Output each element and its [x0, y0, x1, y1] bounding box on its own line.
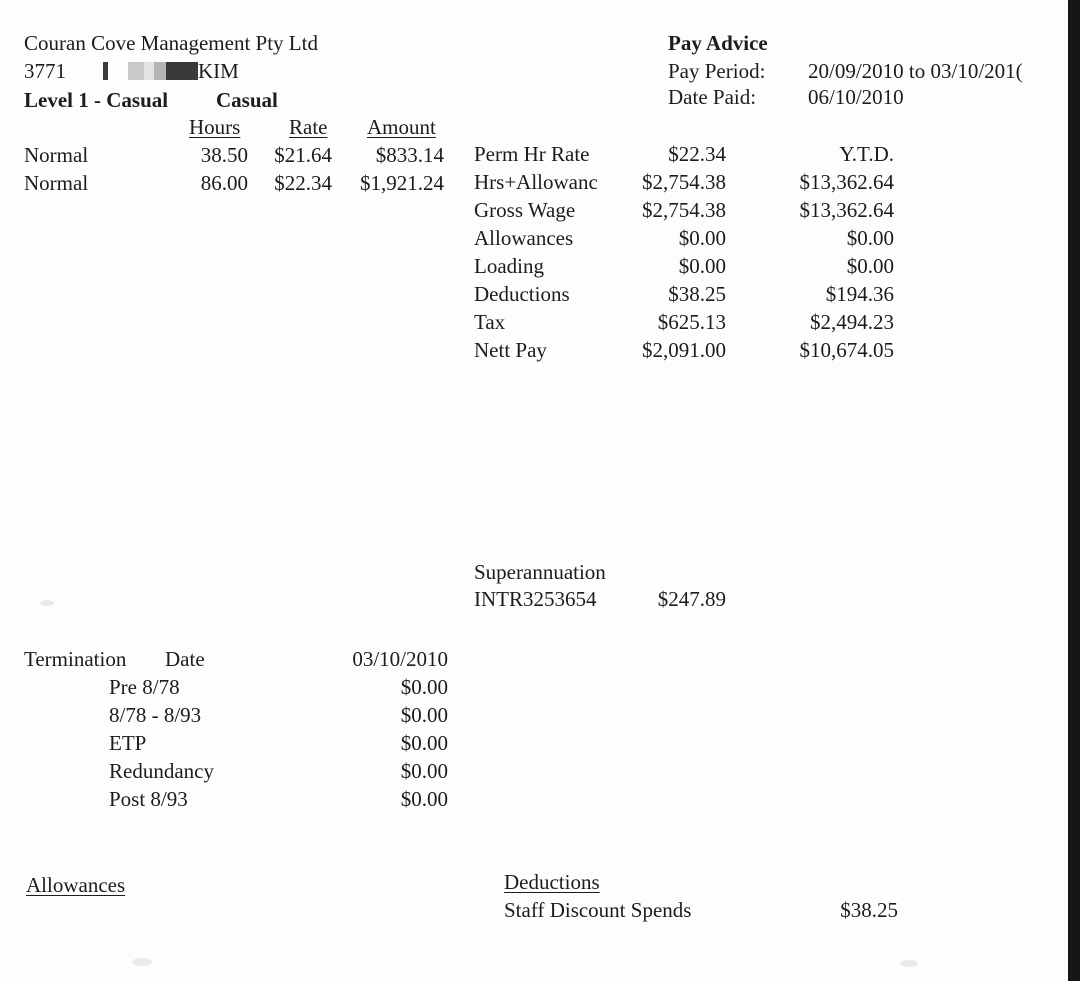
summary-ytd: $0.00	[846, 226, 894, 250]
deduction-label: Staff Discount Spends	[504, 898, 692, 922]
earning-type: Normal	[24, 171, 89, 195]
termination-label: Post 8/93	[109, 787, 188, 811]
allowances-section-title: Allowances	[26, 873, 126, 897]
amount-column-header: Amount	[367, 115, 436, 139]
termination-label: Pre 8/78	[109, 675, 180, 699]
redacted-name-block	[103, 62, 198, 80]
superannuation-code: INTR3253654	[474, 587, 597, 611]
summary-current: $2,091.00	[642, 338, 726, 362]
scan-speck	[132, 958, 152, 966]
earning-type: Normal	[24, 143, 89, 167]
summary-ytd: $194.36	[825, 282, 894, 306]
ytd-header: Y.T.D.	[839, 142, 894, 166]
rate-column-header: Rate	[289, 115, 328, 139]
earning-rate: $22.34	[274, 171, 332, 195]
termination-date-value: 03/10/2010	[352, 647, 448, 671]
company-name: Couran Cove Management Pty Ltd	[24, 31, 318, 55]
termination-value: $0.00	[400, 703, 448, 727]
summary-current: $625.13	[657, 310, 726, 334]
summary-label: Hrs+Allowanc	[474, 170, 598, 194]
deductions-section-title: Deductions	[504, 870, 600, 894]
summary-ytd: $10,674.05	[799, 338, 894, 362]
termination-value: $0.00	[400, 759, 448, 783]
perm-rate-label: Perm Hr Rate	[474, 142, 590, 166]
summary-label: Deductions	[474, 282, 570, 306]
scanner-edge	[1068, 0, 1080, 981]
deduction-value: $38.25	[840, 898, 898, 922]
termination-label: ETP	[109, 731, 147, 755]
earning-amount: $1,921.24	[360, 171, 444, 195]
termination-label: Redundancy	[109, 759, 214, 783]
termination-value: $0.00	[400, 675, 448, 699]
earning-hours: 38.50	[200, 143, 248, 167]
summary-ytd: $2,494.23	[810, 310, 894, 334]
termination-title: Termination	[24, 647, 127, 671]
superannuation-amount: $247.89	[657, 587, 726, 611]
perm-rate-value: $22.34	[668, 142, 726, 166]
employment-type: Casual	[216, 88, 278, 112]
employee-name: KIM	[198, 59, 239, 83]
termination-value: $0.00	[400, 787, 448, 811]
summary-label: Nett Pay	[474, 338, 547, 362]
summary-current: $0.00	[678, 226, 726, 250]
summary-label: Loading	[474, 254, 544, 278]
scan-speck	[900, 960, 918, 967]
hours-column-header: Hours	[189, 115, 241, 139]
earning-amount: $833.14	[375, 143, 444, 167]
earning-rate: $21.64	[274, 143, 332, 167]
termination-date-label: Date	[165, 647, 205, 671]
termination-value: $0.00	[400, 731, 448, 755]
termination-label: 8/78 - 8/93	[109, 703, 202, 727]
summary-current: $2,754.38	[642, 198, 726, 222]
summary-ytd: $0.00	[846, 254, 894, 278]
date-paid-value: 06/10/2010	[808, 85, 904, 109]
summary-label: Allowances	[474, 226, 574, 250]
summary-label: Tax	[474, 310, 506, 334]
scan-speck	[40, 600, 54, 606]
pay-period-label: Pay Period:	[668, 59, 766, 83]
summary-ytd: $13,362.64	[799, 198, 894, 222]
employee-level: Level 1 - Casual	[24, 88, 169, 112]
superannuation-title: Superannuation	[474, 560, 606, 584]
summary-current: $0.00	[678, 254, 726, 278]
document-title: Pay Advice	[668, 31, 768, 55]
earning-hours: 86.00	[200, 171, 248, 195]
summary-label: Gross Wage	[474, 198, 576, 222]
summary-current: $38.25	[668, 282, 726, 306]
summary-ytd: $13,362.64	[799, 170, 894, 194]
summary-current: $2,754.38	[642, 170, 726, 194]
date-paid-label: Date Paid:	[668, 85, 757, 109]
employee-number: 3771	[24, 59, 66, 83]
pay-period-value: 20/09/2010 to 03/10/201(	[808, 59, 1023, 83]
